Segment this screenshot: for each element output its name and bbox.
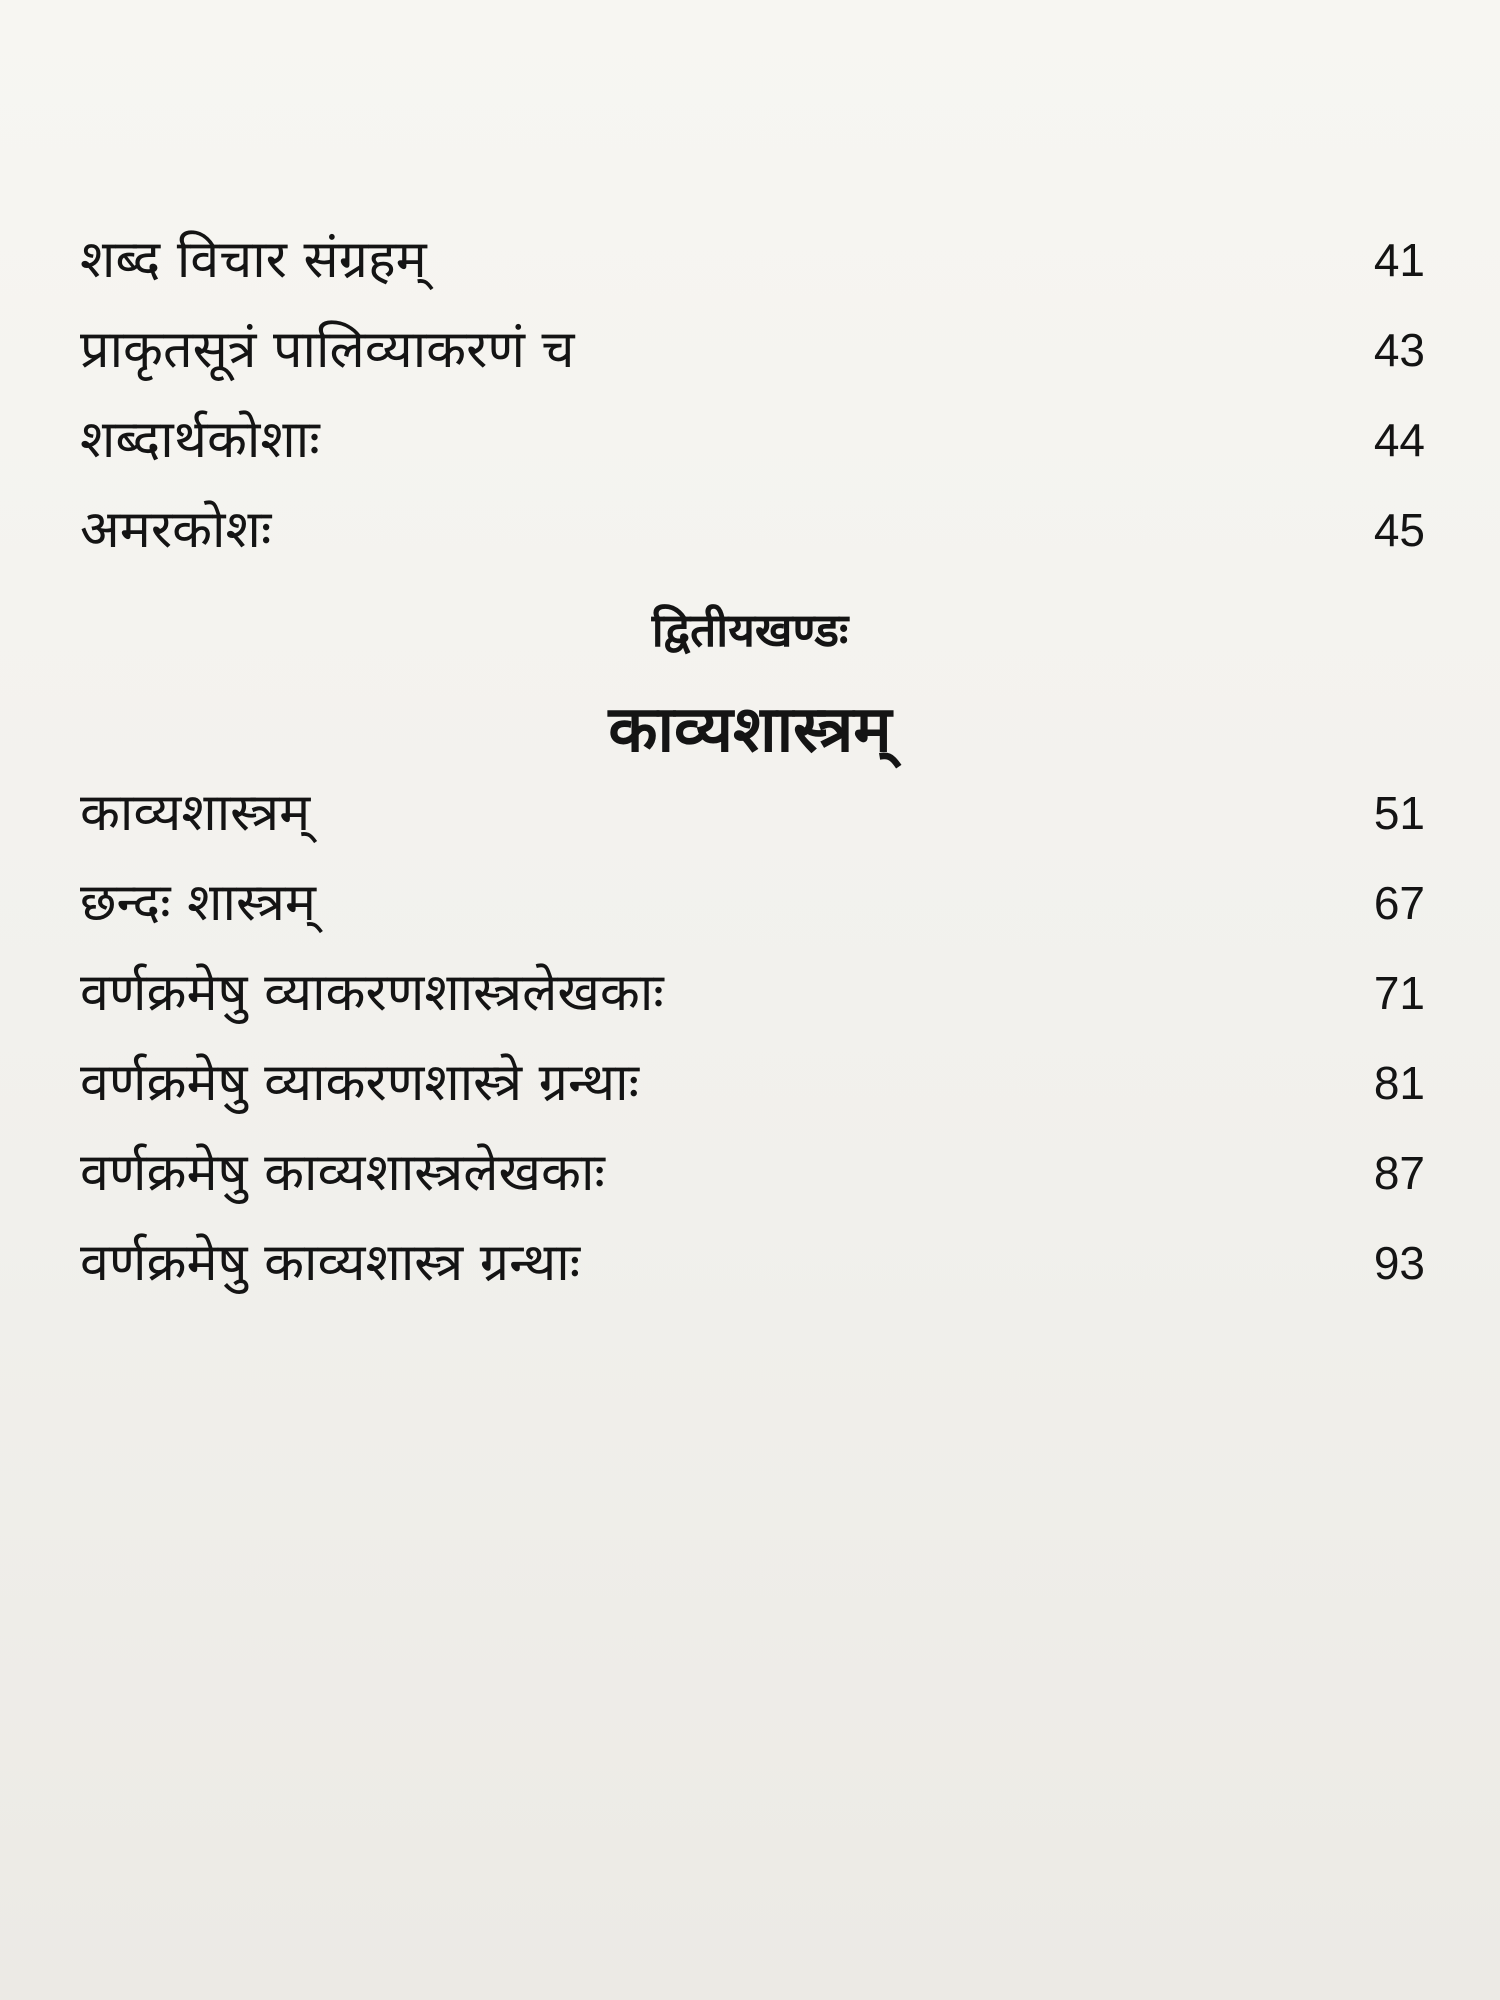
toc-entry-title: अमरकोशः <box>80 500 272 560</box>
toc-entry <box>80 958 1425 1028</box>
toc-entry-title: वर्णक्रमेषु व्याकरणशास्त्रलेखकाः <box>80 963 664 1023</box>
toc-entry-page: 51 <box>1373 787 1425 839</box>
toc-entry-title: शब्द विचार संग्रहम् <box>80 230 427 290</box>
toc-entry-title: प्राकृतसूत्रं पालिव्याकरणं च <box>80 320 575 380</box>
toc-entry <box>80 1048 1425 1118</box>
toc-entry <box>80 495 1425 565</box>
toc-entry-title: शब्दार्थकोशाः <box>80 410 320 470</box>
toc-entry <box>80 1138 1425 1208</box>
toc-entry <box>80 868 1425 938</box>
part-label: द्वितीयखण्डः <box>651 603 849 657</box>
toc-entry <box>80 1228 1425 1298</box>
toc-entry <box>80 225 1425 295</box>
toc-entry-title: वर्णक्रमेषु व्याकरणशास्त्रे ग्रन्थाः <box>80 1053 640 1113</box>
toc-entry <box>80 315 1425 385</box>
toc-entry-page: 87 <box>1373 1147 1425 1199</box>
toc-entry-title: वर्णक्रमेषु काव्यशास्त्र ग्रन्थाः <box>80 1233 581 1293</box>
toc-entry-page: 81 <box>1373 1057 1425 1109</box>
toc-entry-page: 45 <box>1373 504 1425 556</box>
toc-entry-title: वर्णक्रमेषु काव्यशास्त्रलेखकाः <box>80 1143 605 1203</box>
toc-entry-page: 43 <box>1373 324 1425 376</box>
toc-entry <box>80 778 1425 848</box>
toc-entry-page: 93 <box>1373 1237 1425 1289</box>
toc-entry-title: छन्दः शास्त्रम् <box>80 873 317 933</box>
toc-entry-page: 67 <box>1373 877 1425 929</box>
toc-entry-page: 71 <box>1373 967 1425 1019</box>
toc-entry-page: 44 <box>1373 414 1425 466</box>
toc-entry-title: काव्यशास्त्रम् <box>80 783 311 843</box>
section-heading: काव्यशास्त्रम् <box>608 693 892 767</box>
toc-entry-page: 41 <box>1373 234 1425 286</box>
toc-entry <box>80 405 1425 475</box>
